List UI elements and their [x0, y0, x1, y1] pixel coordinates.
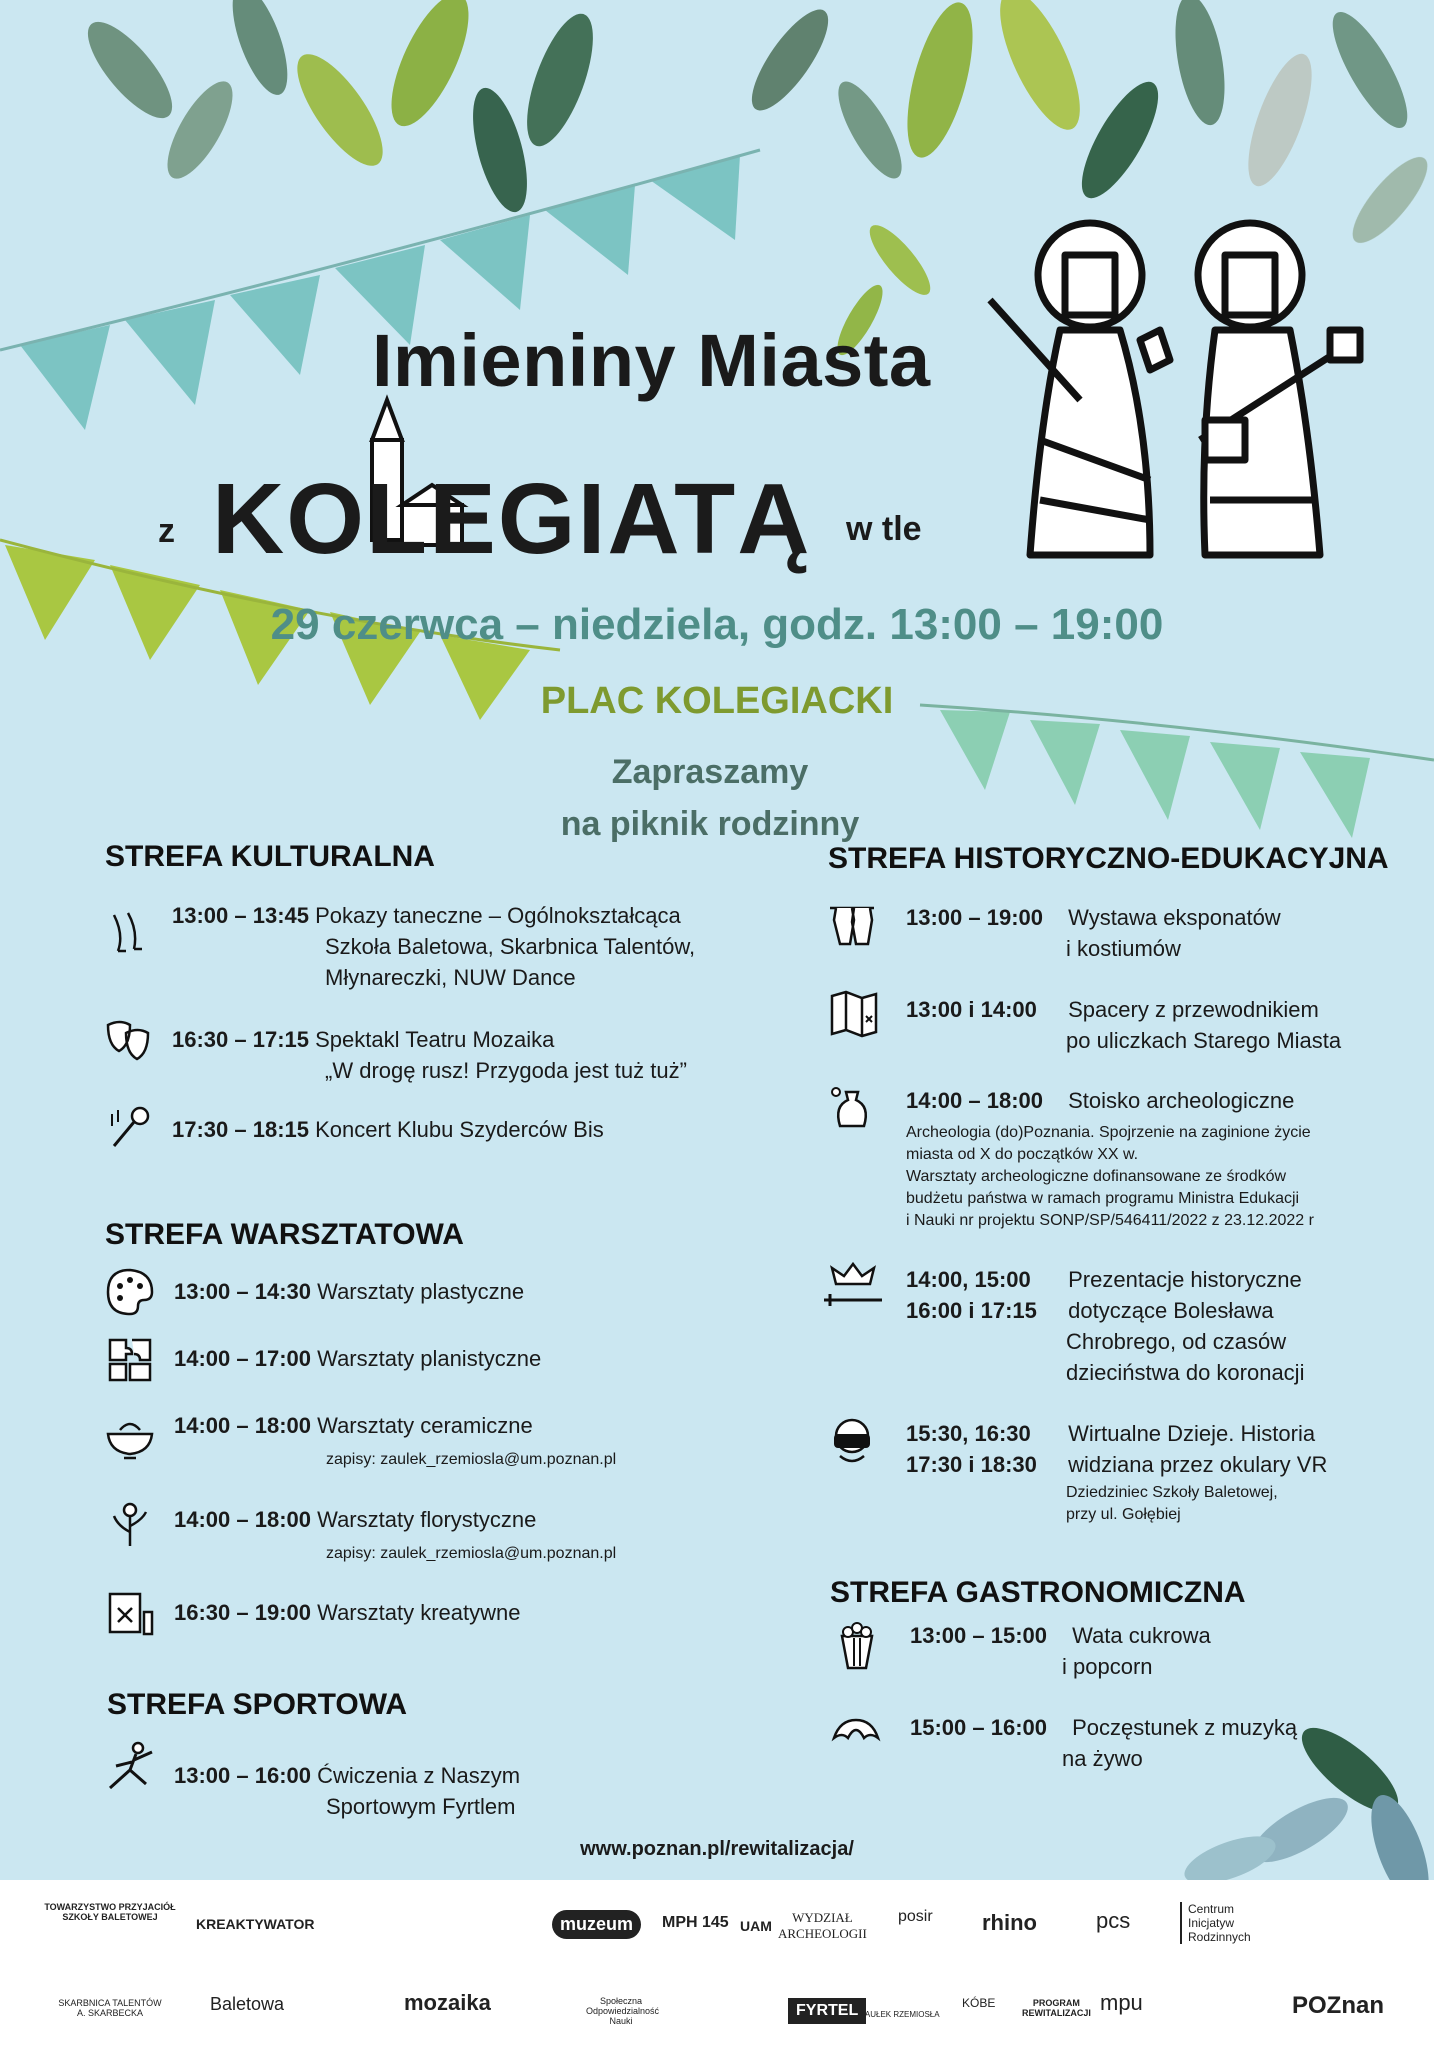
event-note: Warsztaty archeologiczne dofinansowane ze środków — [906, 1168, 1287, 1185]
event-warsztaty-2 — [174, 1343, 541, 1374]
logo-text: Nauki — [609, 2016, 633, 2026]
logo-mph: MPH 145 — [662, 1914, 729, 1931]
event-note: budżetu państwa w ramach programu Ministra Edukacji — [906, 1190, 1300, 1207]
event-desc: Spektakl Teatru Mozaika — [315, 1027, 555, 1052]
event-time: 14:00 – 18:00 — [906, 1088, 1043, 1113]
event-desc: i popcorn — [1062, 1654, 1153, 1679]
logo-text: Odpowiedzialność — [586, 2006, 660, 2016]
event-note: przy ul. Gołębiej — [1066, 1506, 1181, 1523]
logo-text: Centrum — [1188, 1902, 1235, 1916]
logo-program — [1022, 1998, 1091, 2018]
logo-baletowa: Baletowa — [210, 1994, 285, 2014]
event-desc: widziana przez okulary VR — [1068, 1452, 1328, 1477]
logo-skarbnica — [40, 1998, 180, 2018]
event-desc: na żywo — [1062, 1746, 1143, 1771]
puzzle-icon — [104, 1334, 156, 1386]
palette-icon — [104, 1266, 156, 1318]
event-time: 14:00 – 18:00 — [174, 1507, 311, 1532]
event-warsztaty-3 — [174, 1410, 616, 1472]
event-desc: Warsztaty ceramiczne — [317, 1413, 533, 1438]
microphone-icon — [104, 1102, 156, 1154]
event-note: Dziedziniec Szkoły Baletowej, — [1066, 1484, 1278, 1501]
logo-text: ARCHEOLOGII — [778, 1926, 867, 1941]
event-time: 13:00 – 13:45 — [172, 903, 309, 928]
zone-heading-kultura: STREFA KULTURALNA — [105, 840, 435, 873]
logo-poznan: POZnan — [1292, 1992, 1385, 2019]
event-time: 16:30 – 19:00 — [174, 1600, 311, 1625]
event-desc: „W drogę rusz! Przygoda jest tuż tuż” — [325, 1058, 687, 1083]
logo-text: WYDZIAŁ — [792, 1910, 853, 1925]
event-desc: Warsztaty plastyczne — [317, 1279, 525, 1304]
event-kultura-1 — [172, 900, 695, 993]
map-icon — [828, 988, 880, 1040]
logo-text: Społeczna — [599, 1996, 643, 2006]
event-time: 15:00 – 16:00 — [910, 1715, 1047, 1740]
logo-tpsb — [30, 1902, 190, 1922]
event-warsztaty-1 — [174, 1276, 524, 1307]
event-desc: Koncert Klubu Szyderców Bis — [315, 1117, 604, 1142]
logo-kreaktywator: KREAKTYWATOR — [196, 1916, 315, 1932]
event-hist-5 — [906, 1418, 1327, 1480]
event-note: i Nauki nr projektu SONP/SP/546411/2022 z 23.12.2022 r — [906, 1212, 1314, 1229]
vr-headset-icon — [826, 1416, 878, 1468]
event-desc: po uliczkach Starego Miasta — [1066, 1028, 1342, 1053]
event-gastro-1 — [910, 1620, 1211, 1682]
event-desc: Warsztaty kreatywne — [317, 1600, 521, 1625]
logo-pcs: pcs — [1096, 1908, 1131, 1933]
costume-rack-icon — [826, 900, 878, 952]
page-title: Imieniny Miasta — [372, 319, 931, 402]
logo-mpu: mpu — [1100, 1990, 1143, 2015]
logo-fyrtel: FYRTEL — [788, 1998, 866, 2024]
logo-spol — [586, 1996, 660, 2026]
event-desc: Warsztaty planistyczne — [317, 1346, 542, 1371]
event-desc: Warsztaty florystyczne — [317, 1507, 537, 1532]
amphora-icon — [826, 1082, 878, 1134]
logo-text: REWITALIZACJI — [1022, 2008, 1091, 2018]
event-hist-3-note — [906, 1122, 1314, 1232]
event-desc: i kostiumów — [1066, 936, 1181, 961]
event-hist-4 — [906, 1264, 1304, 1388]
theatre-masks-icon — [102, 1015, 154, 1067]
zone-heading-warsztaty: STREFA WARSZTATOWA — [105, 1218, 464, 1251]
event-desc: dotyczące Bolesława — [1068, 1298, 1274, 1323]
invitation-line-1: Zapraszamy — [611, 753, 809, 791]
event-kultura-3 — [172, 1114, 604, 1145]
event-note: zapisy: zaulek_rzemiosla@um.poznan.pl — [326, 1451, 617, 1468]
logo-text: A. SKARBECKA — [76, 2008, 144, 2018]
logo-zaulek: ZAUŁEK RZEMIOSŁA — [860, 2010, 940, 2019]
event-desc: Młynareczki, NUW Dance — [325, 965, 576, 990]
logo-uam: UAM — [740, 1918, 772, 1934]
event-time: 13:00 – 14:30 — [174, 1279, 311, 1304]
subtitle-prefix: z — [158, 512, 175, 550]
logo-cir — [1180, 1902, 1251, 1944]
event-desc: Chrobrego, od czasów — [1066, 1329, 1287, 1354]
logo-wydzial — [778, 1910, 867, 1942]
event-time: 14:00 – 17:00 — [174, 1346, 311, 1371]
event-gastro-2 — [910, 1712, 1297, 1774]
event-hist-2 — [906, 994, 1341, 1056]
event-sport-1 — [174, 1760, 520, 1822]
event-time: 16:00 i 17:15 — [906, 1298, 1037, 1323]
event-note: miasta od X do początków XX w. — [906, 1146, 1139, 1163]
crown-sword-icon — [822, 1260, 884, 1316]
event-desc: Ćwiczenia z Naszym — [317, 1763, 521, 1788]
logo-text: SKARBNICA TALENTÓW — [58, 1998, 162, 2008]
creative-tools-icon — [104, 1588, 156, 1640]
event-desc: Wirtualne Dzieje. Historia — [1068, 1421, 1316, 1446]
zone-heading-historyczna: STREFA HISTORYCZNO-EDUKACYJNA — [828, 842, 1389, 875]
event-desc: Szkoła Baletowa, Skarbnica Talentów, — [325, 934, 696, 959]
event-desc: Wata cukrowa — [1072, 1623, 1211, 1648]
event-time: 17:30 – 18:15 — [172, 1117, 309, 1142]
logo-text: PROGRAM — [1032, 1998, 1080, 2008]
logo-text: Rodzinnych — [1188, 1930, 1251, 1944]
event-desc: Stoisko archeologiczne — [1068, 1088, 1295, 1113]
event-time: 15:30, 16:30 — [906, 1421, 1031, 1446]
logo-muzeum: muzeum — [552, 1910, 641, 1939]
event-desc: Spacery z przewodnikiem — [1068, 997, 1319, 1022]
event-desc: dzieciństwa do koronacji — [1066, 1360, 1305, 1385]
event-desc: Poczęstunek z muzyką — [1072, 1715, 1298, 1740]
event-hist-5-note — [1066, 1482, 1278, 1526]
event-warsztaty-4 — [174, 1504, 616, 1566]
event-note: Archeologia (do)Poznania. Spojrzenie na zaginione życie — [906, 1124, 1311, 1141]
event-desc: Sportowym Fyrtlem — [326, 1794, 516, 1819]
event-time: 13:00 – 15:00 — [910, 1623, 1047, 1648]
event-time: 13:00 – 16:00 — [174, 1763, 311, 1788]
saints-illustration — [990, 223, 1360, 555]
event-time: 13:00 – 19:00 — [906, 905, 1043, 930]
popcorn-icon — [832, 1620, 884, 1672]
invitation-line-2: na piknik rodzinny — [560, 805, 860, 843]
bunting-teal-right — [920, 705, 1434, 838]
logo-mozaika: mozaika — [404, 1990, 491, 2015]
event-hist-3 — [906, 1085, 1294, 1116]
logo-kobe: KÓBE — [962, 1996, 996, 2010]
event-time: 14:00 – 18:00 — [174, 1413, 311, 1438]
invitation — [460, 746, 960, 850]
event-desc: Wystawa eksponatów — [1068, 905, 1281, 930]
logo-text: TOWARZYSTWO PRZYJACIÓŁ — [44, 1902, 176, 1912]
croissant-icon — [830, 1708, 882, 1760]
ballet-shoes-icon — [104, 905, 156, 957]
zone-heading-gastro: STREFA GASTRONOMICZNA — [830, 1576, 1246, 1609]
subtitle-main: KOLEGIATĄ — [212, 463, 812, 575]
event-time: 16:30 – 17:15 — [172, 1027, 309, 1052]
event-date: 29 czerwca – niedziela, godz. 13:00 – 19:00 — [270, 600, 1164, 649]
subtitle-suffix: w tle — [846, 510, 922, 548]
sponsors-footer — [0, 1880, 1434, 2048]
website-url[interactable]: www.poznan.pl/rewitalizacja/ — [580, 1838, 854, 1860]
event-note: zapisy: zaulek_rzemiosla@um.poznan.pl — [326, 1545, 617, 1562]
event-time: 14:00, 15:00 — [906, 1267, 1031, 1292]
event-time: 13:00 i 14:00 — [906, 997, 1037, 1022]
zone-heading-sport: STREFA SPORTOWA — [107, 1688, 408, 1721]
logo-text: Inicjatyw — [1188, 1916, 1235, 1930]
ceramic-bowl-icon — [104, 1410, 156, 1462]
event-desc: Prezentacje historyczne — [1068, 1267, 1302, 1292]
flower-icon — [104, 1498, 156, 1550]
event-time: 17:30 i 18:30 — [906, 1452, 1037, 1477]
logo-posir: posir — [898, 1908, 933, 1925]
event-hist-1 — [906, 902, 1281, 964]
exercise-figure-icon — [102, 1740, 162, 1800]
logo-text: SZKOŁY BALETOWEJ — [62, 1912, 158, 1922]
event-warsztaty-5 — [174, 1597, 520, 1628]
logo-rhino: rhino — [982, 1910, 1037, 1935]
event-place: PLAC KOLEGIACKI — [540, 680, 894, 722]
event-kultura-2 — [172, 1024, 687, 1086]
event-desc: Pokazy taneczne – Ogólnokształcąca — [315, 903, 681, 928]
